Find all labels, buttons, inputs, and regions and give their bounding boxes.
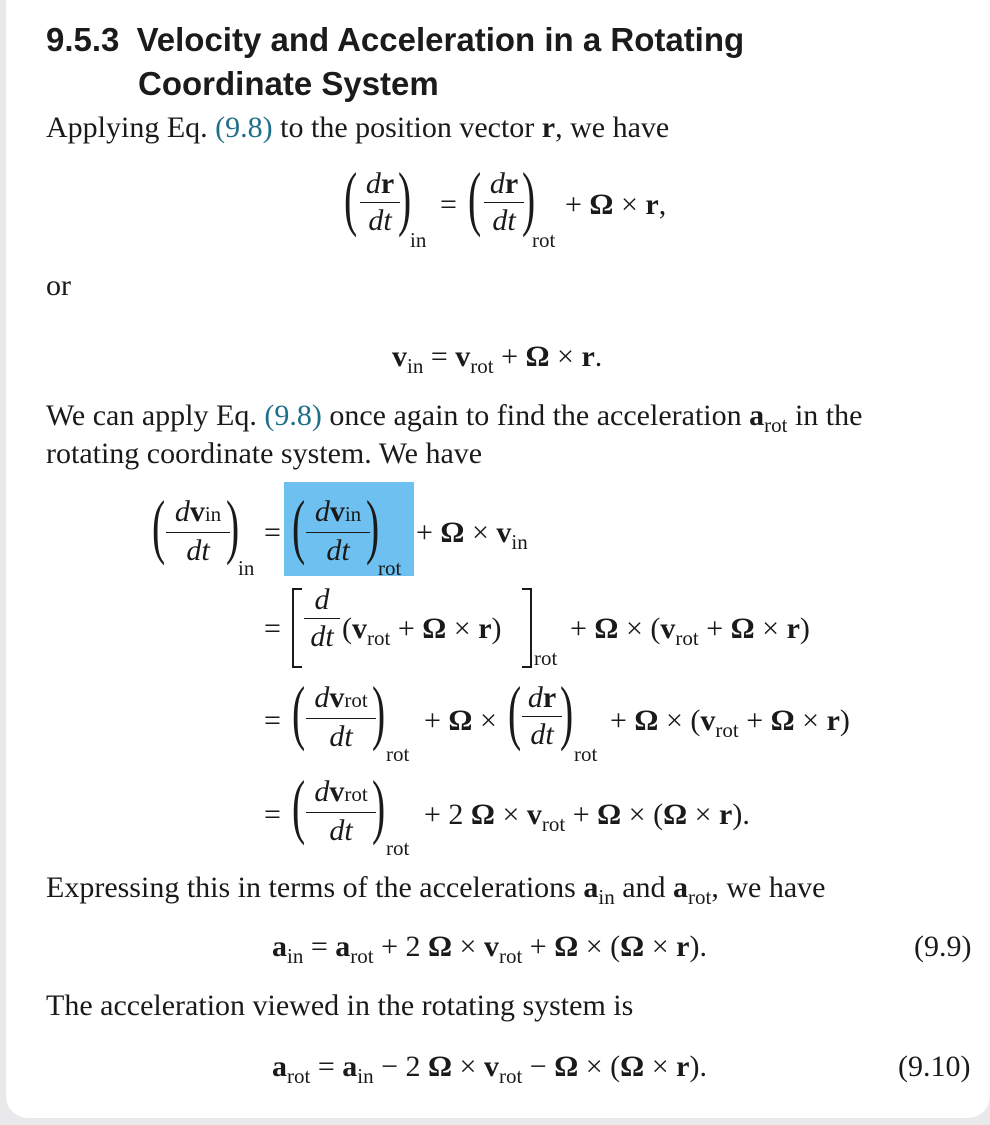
second-paragraph-line1: We can apply Eq. (9.8) once again to find the acceleration $a_{rot}$ in the bbox=[46, 399, 863, 437]
second-paragraph-line2: rotating coordinate system. We have bbox=[46, 437, 483, 470]
expressing-paragraph: Expressing this in terms of the accelerations $a_{in}$ and $a_{rot}$, we have bbox=[46, 871, 826, 909]
intro-paragraph: Applying Eq. (9.8) to the position vector r, we have bbox=[46, 111, 670, 144]
equation-velocity: $v_{in} = v_{rot} + \Omega \times r$. bbox=[392, 340, 603, 378]
section-number: 9.5.3 bbox=[46, 21, 120, 58]
section-title-line2: Coordinate System bbox=[138, 65, 439, 102]
equation-number-9-9: (9.9) bbox=[914, 930, 972, 963]
eq-ref-link-2[interactable]: (9.8) bbox=[264, 399, 322, 432]
viewed-paragraph: The acceleration viewed in the rotating system is bbox=[46, 989, 634, 1022]
section-heading bbox=[46, 21, 744, 59]
section-title-line1: Velocity and Acceleration in a Rotating bbox=[136, 21, 745, 58]
or-text: or bbox=[46, 269, 71, 302]
eq-ref-link[interactable]: (9.8) bbox=[215, 111, 273, 144]
equation-9-10: $a_{rot} = a_{in} - 2$ $\Omega \times v_{rot} - \Omega \times (\Omega \times r)$. bbox=[272, 1050, 707, 1088]
equation-9-9: $a_{in} = a_{rot} + 2$ $\Omega \times v_{rot} + \Omega \times (\Omega \times r)$. bbox=[272, 930, 707, 968]
equation-number-9-10: (9.10) bbox=[898, 1050, 971, 1083]
